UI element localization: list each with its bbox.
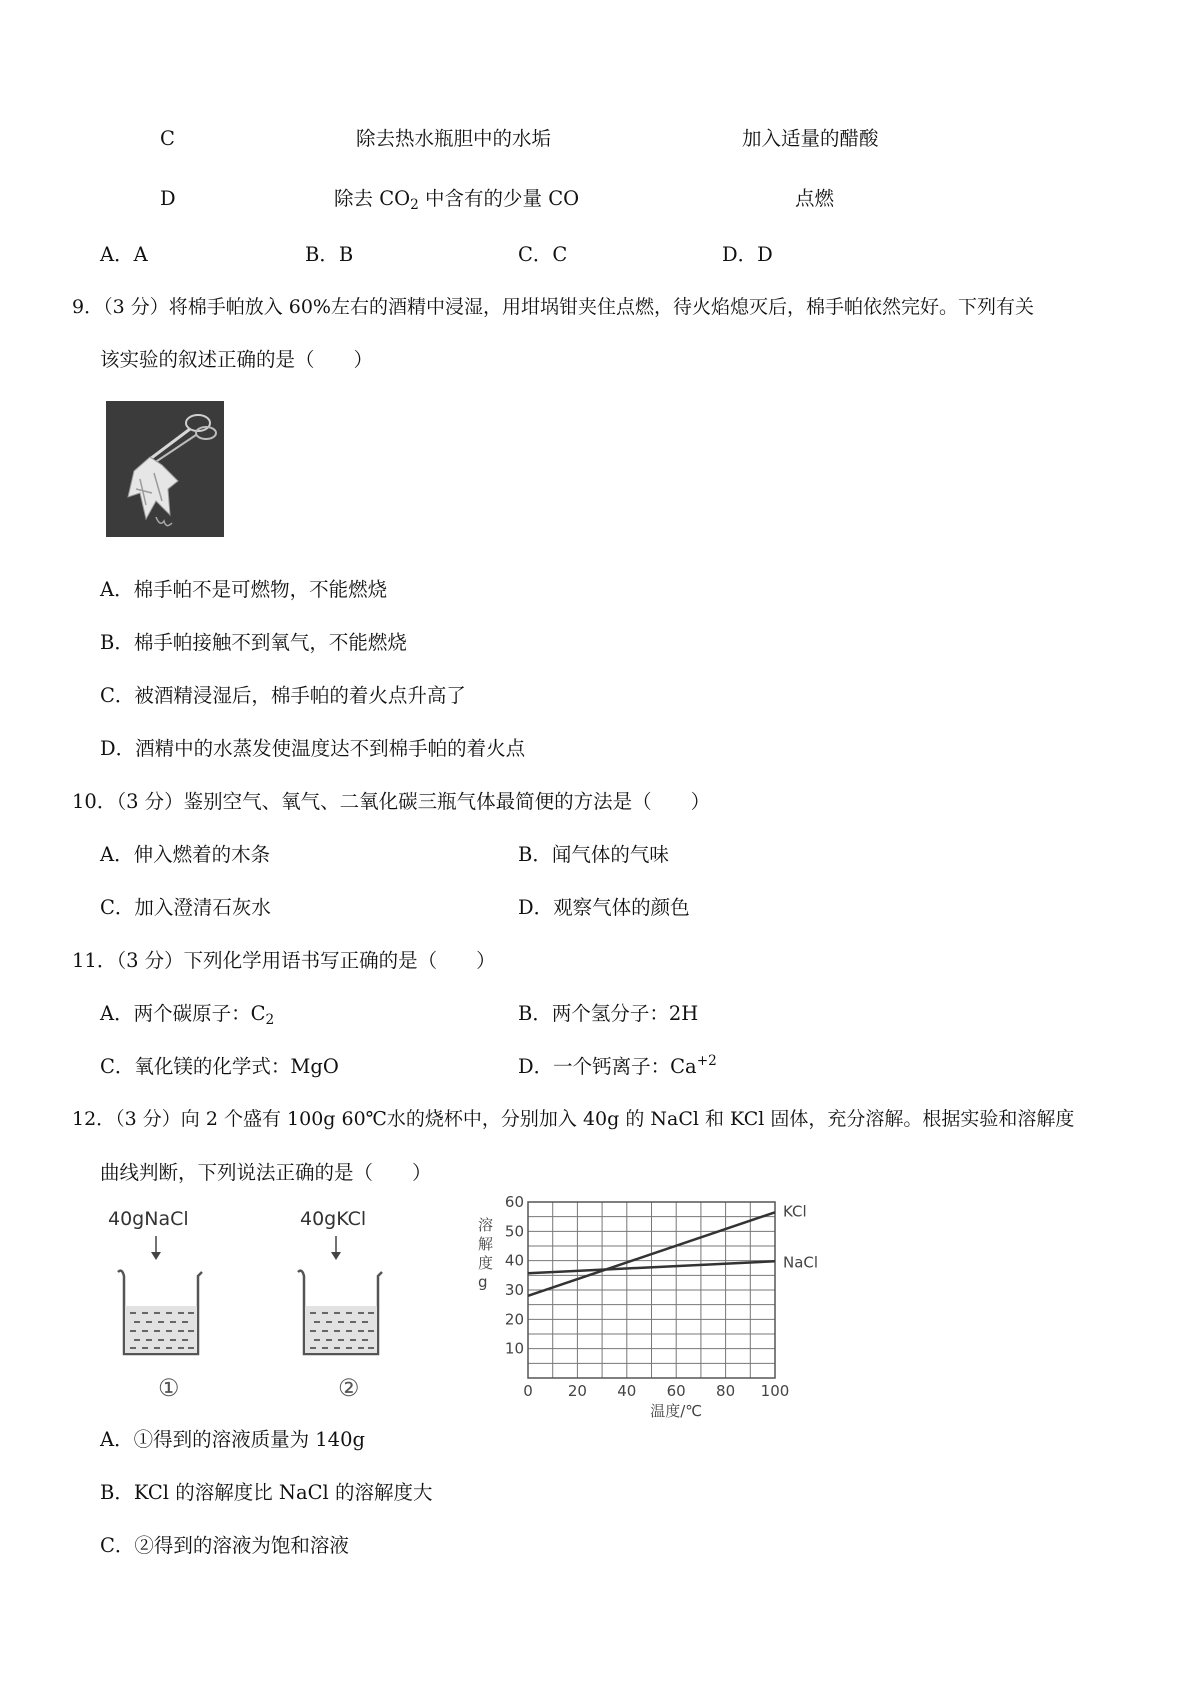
q10-option-c: C．加入澄清石灰水 (100, 896, 271, 919)
q10-option-b: B．闻气体的气味 (518, 843, 669, 866)
q9-stem: 9．（3 分）将棉手帕放入 60%左右的酒精中浸湿，用坩埚钳夹住点燃，待火焰熄灭后，棉手帕依然完好。下列有关 (72, 296, 1034, 318)
q12-stem-cont: 曲线判断，下列说法正确的是（ ） (100, 1161, 432, 1184)
x-tick-label: 40 (617, 1382, 637, 1400)
tongs-handkerchief-illustration (106, 401, 224, 537)
table-row-method: 加入适量的醋酸 (742, 127, 879, 150)
table-row-item (334, 187, 580, 214)
q12-stem: 12．（3 分）向 2 个盛有 100g 60℃水的烧杯中，分别加入 40g 的 NaCl 和 KCl 固体，充分溶解。根据实验和溶解度 (72, 1108, 1075, 1130)
y-tick-label: 40 (504, 1251, 524, 1270)
x-tick-label: 100 (760, 1382, 790, 1400)
q10-option-d: D．观察气体的颜色 (518, 896, 690, 919)
subscript: 2 (265, 1012, 275, 1029)
series-label-kcl: KCl (783, 1202, 807, 1221)
q9-option-a: A．棉手帕不是可燃物，不能燃烧 (100, 578, 388, 601)
y-axis-label-char: g (478, 1273, 488, 1291)
beaker2-icon (290, 1236, 400, 1360)
solubility-chart (470, 1190, 850, 1420)
beaker1-label: 40gNaCl (108, 1208, 189, 1230)
q11-option-a (100, 1002, 275, 1029)
q8-option-b: B．B (305, 243, 354, 266)
y-tick-label: 50 (504, 1222, 524, 1241)
table-row-item: 除去热水瓶胆中的水垢 (356, 127, 552, 150)
series-label-nacl: NaCl (783, 1253, 819, 1272)
y-axis-label-char: 度 (478, 1254, 494, 1272)
q8-option-a: A．A (100, 243, 148, 266)
item-text: 中含有的少量 CO (418, 187, 580, 210)
subscript: 2 (410, 197, 419, 214)
q11-option-d (518, 1052, 717, 1078)
q9-option-b: B．棉手帕接触不到氧气，不能燃烧 (100, 631, 407, 654)
table-row-key: D (160, 187, 176, 210)
x-tick-label: 20 (567, 1382, 587, 1400)
q12-option-b: B．KCl 的溶解度比 NaCl 的溶解度大 (100, 1481, 433, 1504)
q10-option-a: A．伸入燃着的木条 (100, 843, 271, 866)
x-tick-label: 60 (666, 1382, 686, 1400)
q12-option-a: A．①得到的溶液质量为 140g (100, 1428, 365, 1451)
table-row-method: 点燃 (795, 187, 835, 210)
q12-option-c: C．②得到的溶液为饱和溶液 (100, 1534, 349, 1557)
q9-stem-cont: 该实验的叙述正确的是（ ） (100, 348, 374, 371)
q11-option-c: C．氧化镁的化学式：MgO (100, 1055, 339, 1078)
beaker2-label: 40gKCl (300, 1208, 367, 1230)
option-text: D．一个钙离子：Ca (518, 1055, 697, 1078)
item-text: 除去 CO (334, 187, 411, 210)
x-axis-label: 温度/℃ (650, 1402, 703, 1420)
q10-stem: 10．（3 分）鉴别空气、氧气、二氧化碳三瓶气体最简便的方法是（ ） (72, 790, 711, 813)
y-tick-label: 10 (504, 1339, 524, 1358)
beaker1-icon (110, 1236, 220, 1360)
x-tick-label: 0 (523, 1382, 533, 1400)
q8-option-d: D．D (722, 243, 773, 266)
superscript: +2 (696, 1052, 717, 1069)
beaker1-mark: ① (158, 1374, 180, 1402)
y-tick-label: 30 (504, 1281, 524, 1299)
y-axis-label-char: 解 (478, 1235, 494, 1253)
y-tick-label: 60 (504, 1193, 524, 1211)
y-tick-label: 20 (504, 1310, 524, 1329)
beaker2-mark: ② (338, 1374, 360, 1402)
x-tick-label: 80 (716, 1382, 736, 1400)
q11-stem: 11．（3 分）下列化学用语书写正确的是（ ） (72, 949, 496, 972)
q9-option-d: D．酒精中的水蒸发使温度达不到棉手帕的着火点 (100, 737, 526, 760)
q9-option-c: C．被酒精浸湿后，棉手帕的着火点升高了 (100, 684, 466, 707)
q11-option-b: B．两个氢分子：2H (518, 1002, 699, 1025)
table-row-key: C (160, 127, 175, 150)
burning-handkerchief-image (106, 401, 224, 537)
y-axis-label-char: 溶 (478, 1216, 494, 1234)
option-text: A．两个碳原子：C (100, 1002, 266, 1025)
q8-option-c: C．C (518, 243, 568, 266)
